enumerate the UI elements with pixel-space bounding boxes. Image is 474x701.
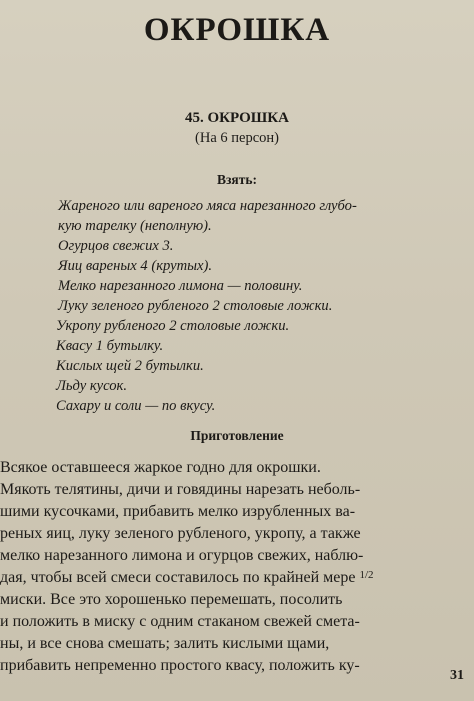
ingredient-line: Мелко нарезанного лимона — половину. [58,278,303,294]
ingredient-line: Луку зеленого рубленого 2 столовые ложки. [58,298,333,314]
chapter-title: ОКРОШКА [143,12,331,48]
body-text-line: и положить в миску с одним стаканом свежей смета- [0,613,360,630]
ingredient-line: Сахару и соли — по вкусу. [56,398,216,414]
body-text-line: мелко нарезанного лимона и огурцов свежих, наблю- [0,547,364,564]
ingredient-line: Кислых щей 2 бутылки. [56,358,204,374]
preparation-heading: Приготовление [190,428,284,443]
ingredient-line: Жареного или вареного мяса нарезанного глубо- [58,198,357,214]
ingredient-line: Льду кусок. [56,378,128,394]
page-number: 31 [450,668,464,683]
body-text-line [0,569,374,587]
body-text-line: прибавить непременно простого квасу, положить ку- [0,657,360,674]
body-text-line: Всякое оставшееся жаркое годно для окрошки. [0,459,321,476]
ingredient-line: Квасу 1 бутылку. [56,338,164,354]
body-text-line: ны, и все снова смешать; залить кислыми щами, [0,635,330,652]
body-text-line: миски. Все это хорошенько перемешать, посолить [0,591,343,608]
recipe-title: 45. ОКРОШКА [185,110,289,126]
ingredient-line: Огурцов свежих 3. [58,238,174,254]
body-text-line: шими кусочками, прибавить мелко изрубленных ва- [0,503,356,520]
ingredients-heading: Взять: [217,172,257,187]
fraction-one-half: 1/2 [359,569,374,581]
ingredient-line: Укропу рубленого 2 столовые ложки. [56,318,290,334]
ingredient-line: Яиц вареных 4 (крутых). [58,258,213,274]
ingredient-line: кую тарелку (неполную). [58,218,212,234]
body-text-segment: дая, чтобы всей смеси составилось по крайней мере [0,569,356,586]
body-text-line: Мякоть телятины, дичи и говядины нарезать неболь- [0,481,361,498]
recipe-servings: (На 6 персон) [195,130,279,146]
body-text-line: реных яиц, луку зеленого рубленого, укропу, а также [0,525,361,542]
